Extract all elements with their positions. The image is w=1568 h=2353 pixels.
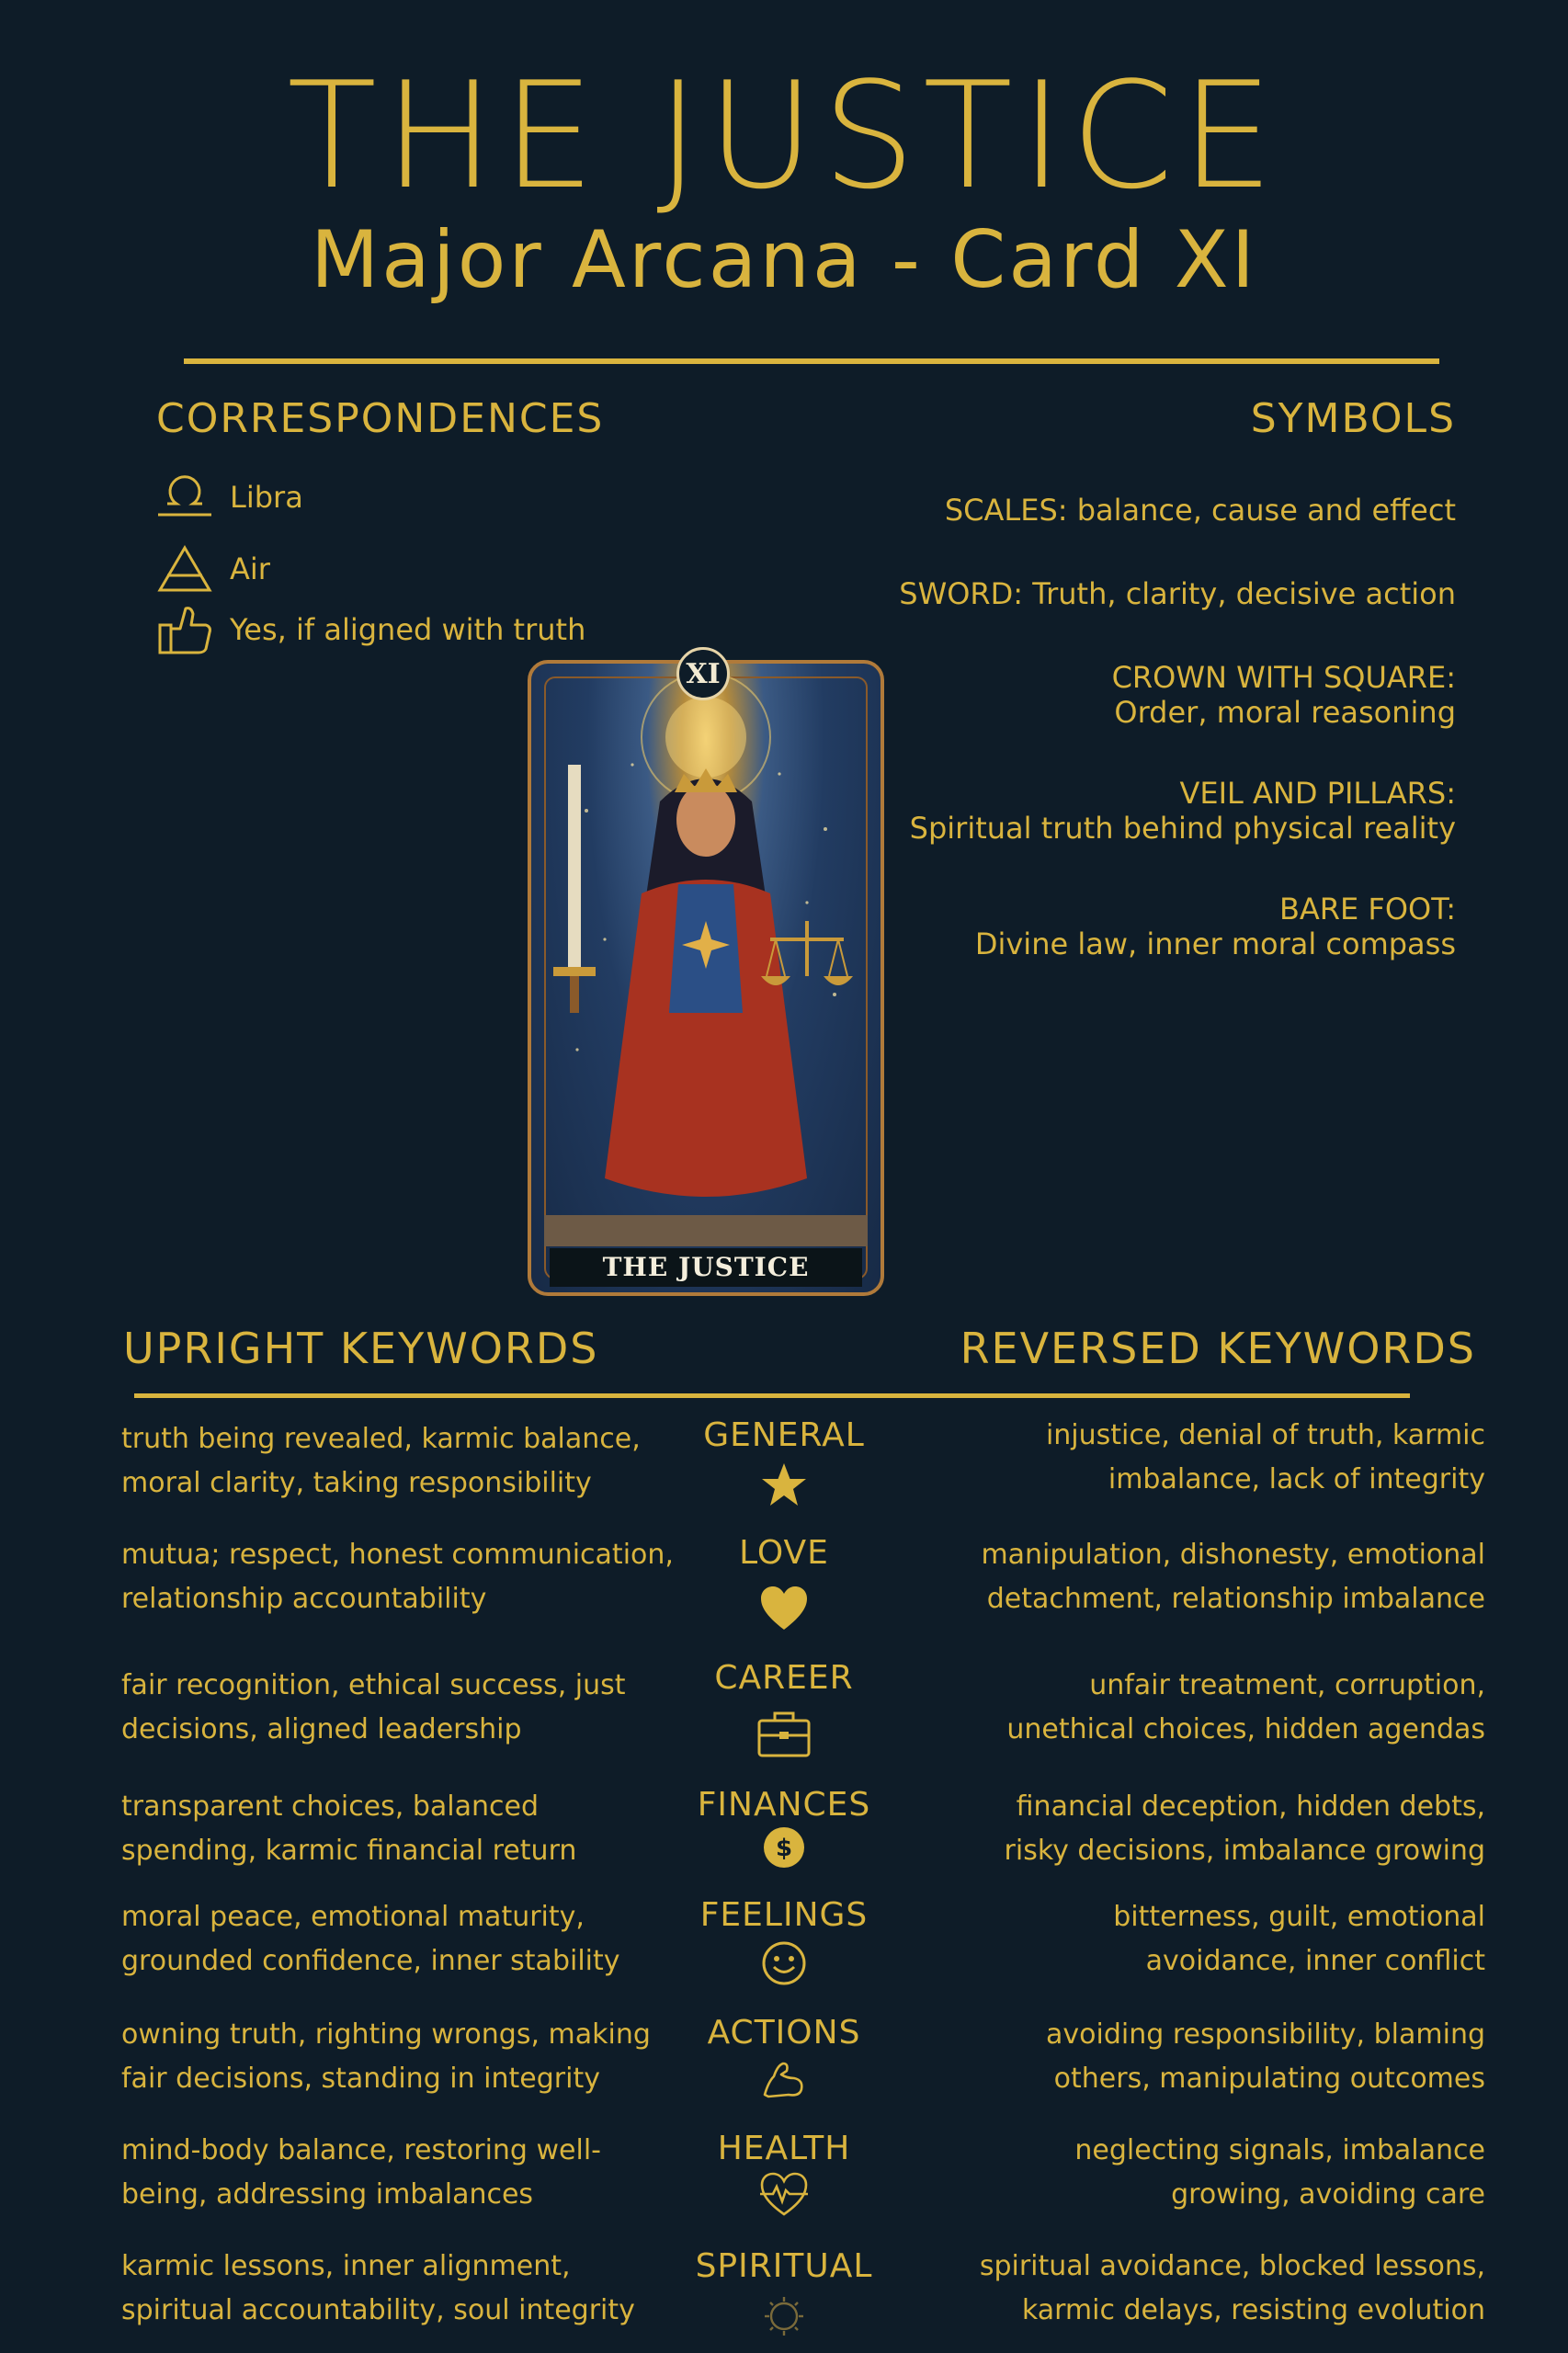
reversed-line: others, manipulating outcomes xyxy=(1053,2063,1485,2095)
upright-health xyxy=(121,2129,691,2217)
upright-line: fair recognition, ethical success, just xyxy=(121,1669,626,1701)
symbol-title: CROWN WITH SQUARE: xyxy=(1111,660,1456,695)
upright-actions xyxy=(121,2013,691,2101)
upright-keywords-heading: UPRIGHT KEYWORDS xyxy=(123,1324,599,1373)
tarot-card-image xyxy=(528,660,884,1296)
libra-icon xyxy=(154,471,215,524)
category-spiritual: SPIRITUAL xyxy=(695,2247,873,2285)
sun-ring-icon xyxy=(756,2289,812,2344)
reversed-line: manipulation, dishonesty, emotional xyxy=(981,1539,1485,1571)
reversed-line: financial deception, hidden debts, xyxy=(1016,1790,1485,1823)
reversed-finances xyxy=(915,1785,1485,1873)
reversed-general xyxy=(915,1414,1485,1502)
correspondence-label: Yes, if aligned with truth xyxy=(230,612,586,647)
upright-general xyxy=(121,1417,691,1506)
card-number-badge: XI xyxy=(676,647,730,700)
reversed-spiritual xyxy=(915,2245,1485,2333)
symbol-sword xyxy=(757,576,1456,611)
upright-line: moral peace, emotional maturity, xyxy=(121,1901,585,1933)
reversed-line: spiritual avoidance, blocked lessons, xyxy=(979,2250,1485,2282)
reversed-line: risky decisions, imbalance growing xyxy=(1004,1835,1485,1867)
dollar-coin-icon xyxy=(756,1820,812,1875)
reversed-health xyxy=(915,2129,1485,2217)
reversed-line: karmic delays, resisting evolution xyxy=(1021,2294,1485,2326)
upright-line: fair decisions, standing in integrity xyxy=(121,2063,600,2095)
upright-line: moral clarity, taking responsibility xyxy=(121,1467,592,1499)
upright-line: spending, karmic financial return xyxy=(121,1835,577,1867)
symbol-title: SWORD: Truth, clarity, decisive action xyxy=(899,576,1456,611)
heart-pulse-icon xyxy=(756,2167,812,2222)
reversed-line: injustice, denial of truth, karmic xyxy=(1045,1419,1485,1451)
reversed-career xyxy=(915,1664,1485,1752)
upright-love xyxy=(121,1533,691,1621)
card-title-label: THE JUSTICE xyxy=(550,1248,862,1287)
smiley-icon xyxy=(756,1936,812,1991)
category-actions: ACTIONS xyxy=(707,2014,861,2052)
category-feelings: FEELINGS xyxy=(699,1896,869,1934)
reversed-love xyxy=(915,1533,1485,1621)
upright-line: transparent choices, balanced xyxy=(121,1790,539,1823)
reversed-line: avoiding responsibility, blaming xyxy=(1046,2018,1485,2051)
upright-line: truth being revealed, karmic balance, xyxy=(121,1423,641,1455)
air-element-icon xyxy=(154,542,215,596)
briefcase-icon xyxy=(756,1706,812,1761)
upright-line: relationship accountability xyxy=(121,1583,487,1615)
symbol-title: BARE FOOT: xyxy=(1278,892,1456,926)
reversed-line: imbalance, lack of integrity xyxy=(1108,1463,1485,1495)
upright-line: mind-body balance, restoring well- xyxy=(121,2134,601,2166)
symbol-meaning: Divine law, inner moral compass xyxy=(974,926,1456,961)
reversed-keywords-heading: REVERSED KEYWORDS xyxy=(960,1324,1476,1373)
justice-figure-illustration xyxy=(531,664,881,1292)
upright-line: mutua; respect, honest communication, xyxy=(121,1539,674,1571)
upright-finances xyxy=(121,1785,691,1873)
keywords-divider xyxy=(134,1393,1410,1398)
reversed-line: avoidance, inner conflict xyxy=(1145,1945,1485,1977)
symbols-heading: SYMBOLS xyxy=(1250,395,1456,442)
reversed-line: unfair treatment, corruption, xyxy=(1089,1669,1485,1701)
upright-line: owning truth, righting wrongs, making xyxy=(121,2018,651,2051)
reversed-line: neglecting signals, imbalance xyxy=(1074,2134,1485,2166)
upright-line: grounded confidence, inner stability xyxy=(121,1945,620,1977)
correspondence-air xyxy=(154,542,270,596)
correspondence-label: Libra xyxy=(230,480,303,515)
reversed-line: growing, avoiding care xyxy=(1171,2178,1485,2211)
upright-line: karmic lessons, inner alignment, xyxy=(121,2250,571,2282)
reversed-line: unethical choices, hidden agendas xyxy=(1006,1713,1485,1745)
upright-line: spiritual accountability, soul integrity xyxy=(121,2294,635,2326)
correspondence-libra xyxy=(154,471,303,524)
flexed-arm-icon xyxy=(756,2052,812,2107)
upright-feelings xyxy=(121,1895,691,1984)
category-finances: FINANCES xyxy=(697,1786,871,1824)
reversed-actions xyxy=(915,2013,1485,2101)
header-divider xyxy=(184,358,1439,364)
thumbs-up-icon xyxy=(154,603,215,656)
upright-line: being, addressing imbalances xyxy=(121,2178,534,2211)
symbol-title: SCALES: balance, cause and effect xyxy=(944,493,1456,528)
correspondences-heading: CORRESPONDENCES xyxy=(156,395,605,442)
upright-spiritual xyxy=(121,2245,691,2333)
page-title: THE JUSTICE xyxy=(287,50,1281,222)
reversed-line: detachment, relationship imbalance xyxy=(986,1583,1485,1615)
page-subtitle: Major Arcana - Card XI xyxy=(310,214,1258,306)
reversed-feelings xyxy=(915,1895,1485,1984)
upright-line: decisions, aligned leadership xyxy=(121,1713,522,1745)
category-love: LOVE xyxy=(739,1534,829,1572)
upright-career xyxy=(121,1664,691,1752)
category-career: CAREER xyxy=(714,1659,854,1697)
correspondence-label: Air xyxy=(230,551,270,586)
symbol-meaning: Order, moral reasoning xyxy=(1114,695,1456,730)
svg-text:$: $ xyxy=(775,1835,793,1862)
symbol-title: VEIL AND PILLARS: xyxy=(1179,776,1456,811)
star-icon xyxy=(756,1458,812,1513)
category-health: HEALTH xyxy=(717,2130,851,2167)
reversed-line: bitterness, guilt, emotional xyxy=(1113,1901,1485,1933)
heart-icon xyxy=(756,1581,812,1636)
symbol-scales xyxy=(757,493,1456,528)
correspondence-answer xyxy=(154,603,585,656)
symbol-meaning: Spiritual truth behind physical reality xyxy=(909,811,1456,846)
category-general: GENERAL xyxy=(703,1416,865,1454)
